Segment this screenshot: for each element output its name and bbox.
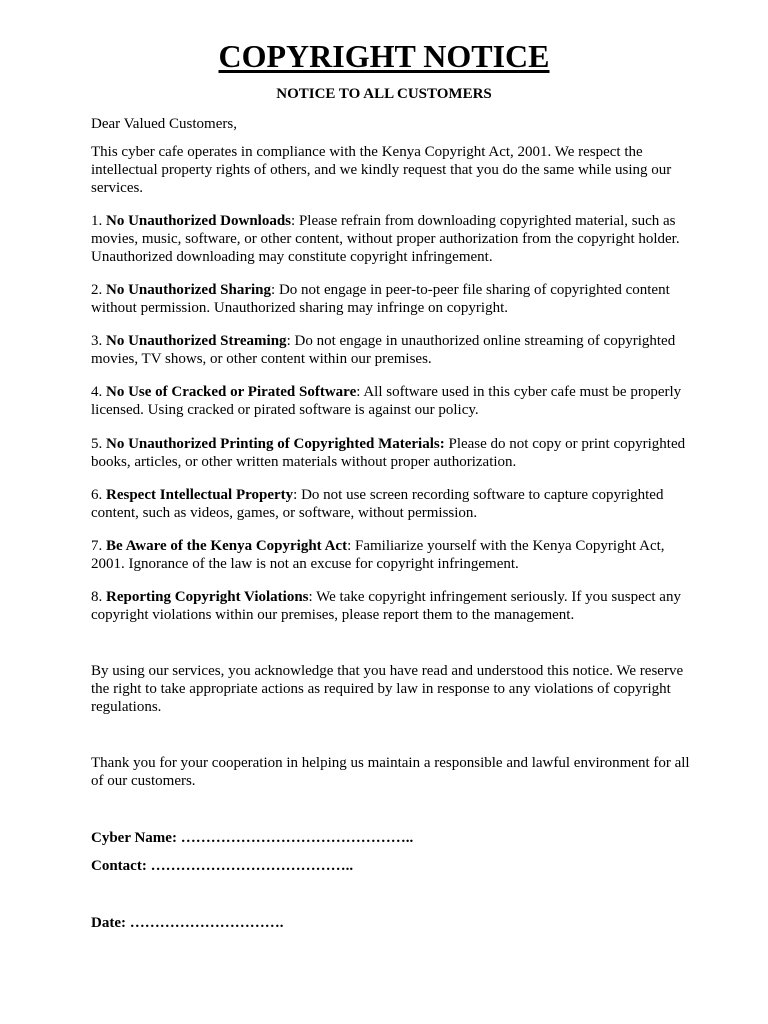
rule-text: : Please refrain from downloading copyrighted material, such as movies, music, software, or other content, without proper authorization from the copyright holder. Unauthorized downloading may constitute copyright infringement. (91, 213, 680, 265)
rule-number: 7. (91, 538, 103, 554)
rule-heading: No Unauthorized Printing of Copyrighted Materials: (106, 436, 445, 452)
rule-heading: No Unauthorized Sharing (106, 282, 272, 298)
rule-text: : Do not engage in unauthorized online streaming of copyrighted movies, TV shows, or other content within our premises. (91, 333, 676, 367)
rule-item (91, 383, 691, 419)
rule-heading: Respect Intellectual Property (106, 487, 294, 503)
rule-text: : Do not use screen recording software to capture copyrighted content, such as videos, games, or software, without permission. (91, 487, 664, 521)
cyber-name-field: Cyber Name: ……………………………………….. (91, 830, 414, 846)
rule-item (91, 281, 691, 317)
rule-item (91, 537, 691, 573)
rule-heading: No Use of Cracked or Pirated Software (106, 384, 357, 400)
rule-number: 3. (91, 333, 103, 349)
rule-heading: No Unauthorized Streaming (106, 333, 287, 349)
date-field: Date: …………………………. (91, 915, 284, 931)
rule-text: : Familiarize yourself with the Kenya Copyright Act, 2001. Ignorance of the law is not an excuse for copyright infringement. (91, 538, 665, 572)
rule-number: 4. (91, 384, 103, 400)
thanks-paragraph: Thank you for your cooperation in helping us maintain a responsible and lawful environment for all of our customers. (91, 755, 690, 789)
rule-text: : Do not engage in peer-to-peer file sharing of copyrighted content without permission. Unauthorized sharing may infringe on copyright. (91, 282, 670, 316)
rule-item (91, 332, 691, 368)
contact-field: Contact: ………………………………….. (91, 858, 354, 874)
rule-heading: Reporting Copyright Violations (106, 589, 309, 605)
rule-heading: No Unauthorized Downloads (106, 213, 292, 229)
document-subtitle: NOTICE TO ALL CUSTOMERS (276, 86, 492, 102)
rule-heading: Be Aware of the Kenya Copyright Act (106, 538, 348, 554)
rule-number: 1. (91, 213, 103, 229)
rule-text: Please do not copy or print copyrighted books, articles, or other written materials without proper authorization. (91, 436, 686, 470)
rule-text: : We take copyright infringement seriously. If you suspect any copyright violations within our premises, please report them to the management. (91, 589, 681, 623)
rule-number: 6. (91, 487, 103, 503)
greeting: Dear Valued Customers, (91, 116, 237, 132)
intro-paragraph: This cyber cafe operates in compliance with the Kenya Copyright Act, 2001. We respect the intellectual property rights of others, and we kindly request that you do the same while using our services. (91, 144, 672, 196)
rule-number: 2. (91, 282, 103, 298)
rule-item (91, 435, 691, 471)
rule-item (91, 588, 691, 624)
acknowledgement-paragraph: By using our services, you acknowledge that you have read and understood this notice. We reserve the right to take appropriate actions as required by law in response to any violations of copyright regulations. (91, 663, 684, 715)
rule-item (91, 486, 691, 522)
rule-item (91, 212, 691, 266)
document-title: COPYRIGHT NOTICE (218, 38, 550, 74)
rule-text: : All software used in this cyber cafe must be properly licensed. Using cracked or pirated software is against our policy. (91, 384, 682, 418)
rule-number: 5. (91, 436, 103, 452)
rule-number: 8. (91, 589, 103, 605)
